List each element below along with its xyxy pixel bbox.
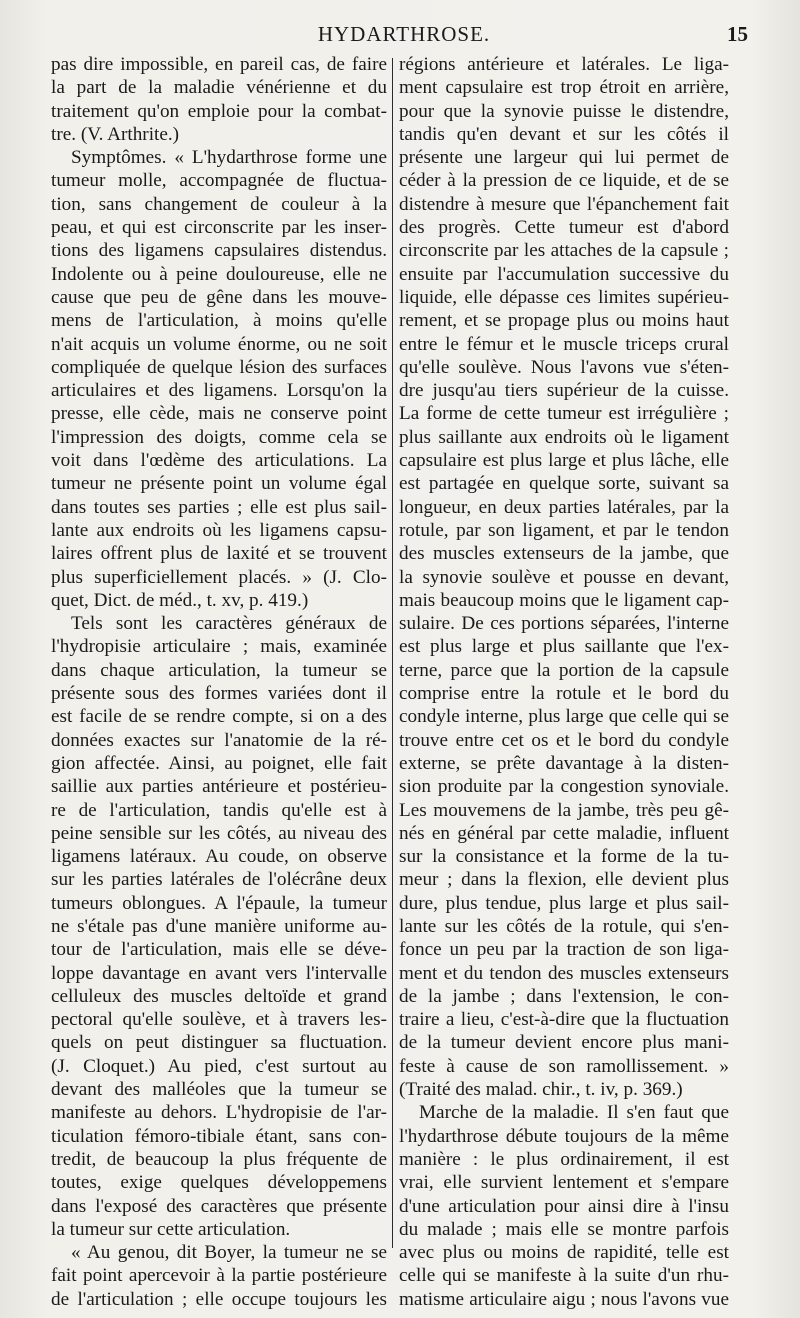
left-column xyxy=(51,53,387,1311)
text-line: quels on peut distinguer sa fluctuation. xyxy=(51,1032,387,1054)
text-line: toutes, exige quelques développemens xyxy=(51,1172,387,1194)
text-line: de l'articulation ; elle occupe toujours les xyxy=(51,1288,387,1310)
text-line: dans l'exposé des caractères que présente xyxy=(51,1195,387,1217)
text-line: l'hydarthrose débute toujours de la même xyxy=(399,1125,729,1147)
text-line: (Traité des malad. chir., t. iv, p. 369.) xyxy=(399,1079,683,1101)
text-line: devant des malléoles que la tumeur se xyxy=(51,1079,387,1101)
text-line: lante aux endroits où les ligamens capsu- xyxy=(51,519,387,541)
right-column xyxy=(399,53,729,1311)
text-line: mais beaucoup moins que le ligament cap- xyxy=(399,589,729,611)
text-line: saillie aux parties antérieure et postérieu- xyxy=(51,776,387,798)
text-line: re de l'articulation, tandis qu'elle est à xyxy=(51,799,387,821)
text-line: sur les parties latérales de l'olécrâne deux xyxy=(51,869,387,891)
text-line: fonce un peu par la traction de son liga- xyxy=(399,939,729,961)
text-line: ment capsulaire est trop étroit en arrière, xyxy=(399,77,729,99)
text-line: nés en général par cette maladie, influent xyxy=(399,822,729,844)
text-line: liquide, elle dépasse ces limites supérieu- xyxy=(399,286,729,308)
text-line: est plus large et plus saillante que l'ex- xyxy=(399,636,729,658)
text-line: pectoral qu'elle soulève, et à travers les- xyxy=(51,1009,387,1031)
text-line: dans toutes ses parties ; elle est plus sail- xyxy=(51,496,387,518)
text-line: est partagée en quelque sorte, suivant sa xyxy=(399,473,729,495)
text-line: tions des ligamens capsulaires distendus. xyxy=(51,240,387,262)
text-line: loppe davantage en avant vers l'intervalle xyxy=(51,962,387,984)
text-line: externe, se prête davantage à la disten- xyxy=(399,752,729,774)
text-line: gion affectée. Ainsi, au poignet, elle fait xyxy=(51,752,387,774)
text-line: sulaire. De ces portions séparées, l'interne xyxy=(399,613,729,635)
text-line: voit dans l'œdème des articulations. La xyxy=(51,450,387,472)
text-line: capsulaire est plus large et plus lâche, elle xyxy=(399,450,729,472)
text-line: rement, et se propage plus ou moins haut xyxy=(399,310,729,332)
text-line: entre le fémur et le muscle triceps crural xyxy=(399,333,729,355)
text-line: pas dire impossible, en pareil cas, de faire xyxy=(51,54,387,75)
text-line: dans chaque articulation, la tumeur se xyxy=(51,659,387,681)
text-line: la synovie soulève et pousse en devant, xyxy=(399,566,729,588)
text-line: quet, Dict. de méd., t. xv, p. 419.) xyxy=(51,589,309,611)
text-line: circonscrite par les attaches de la capsule ; xyxy=(399,240,729,262)
text-line: pour que la synovie puisse le distendre, xyxy=(399,100,729,122)
text-line: trouve entre cet os et le bord du condyle xyxy=(399,729,729,751)
text-line: tion, sans changement de couleur à la xyxy=(51,193,387,215)
text-line: condyle interne, plus large que celle qui se xyxy=(399,706,729,728)
text-line: La forme de cette tumeur est irrégulière ; xyxy=(399,403,729,425)
text-line: de la jambe ; dans l'extension, le con- xyxy=(399,985,729,1007)
text-line: présente une largeur qui lui permet de xyxy=(399,147,729,169)
text-line: distendre à mesure que l'épanchement fait xyxy=(399,193,729,215)
text-line: Marche de la maladie. Il s'en faut que xyxy=(419,1102,729,1124)
page-header xyxy=(48,22,760,52)
text-line: Tels sont les caractères généraux de xyxy=(71,613,387,635)
text-line: plus saillante aux endroits où le ligament xyxy=(399,426,729,448)
text-line: du malade ; mais elle se montre parfois xyxy=(399,1218,729,1240)
text-line: longueur, en deux parties latérales, par la xyxy=(399,496,729,518)
text-line: manière : le plus ordinairement, il est xyxy=(399,1148,729,1170)
text-line: ticulation fémoro-tibiale étant, sans con- xyxy=(51,1125,387,1147)
text-line: peau, et qui est circonscrite par les inser- xyxy=(51,217,387,239)
text-line: laires offrent plus de laxité et se trouvent xyxy=(51,543,387,565)
text-line: manifeste au dehors. L'hydropisie de l'ar- xyxy=(51,1102,387,1124)
text-line: l'hydropisie articulaire ; mais, examinée xyxy=(51,636,387,658)
text-line: celle qui se manifeste à la suite d'un rhu- xyxy=(399,1265,729,1287)
text-line: des muscles extenseurs de la jambe, que xyxy=(399,543,729,565)
text-line: tumeur ne présente point un volume égal xyxy=(51,473,387,495)
text-line: feste à cause de son ramollissement. » xyxy=(399,1055,729,1077)
text-line: ligamens latéraux. Au coude, on observe xyxy=(51,846,387,868)
text-line: présente sous des formes variées dont il xyxy=(51,683,387,705)
text-line: la tumeur sur cette articulation. xyxy=(51,1218,291,1240)
text-line: l'impression des doigts, comme cela se xyxy=(51,426,387,448)
text-line: ne s'étale pas d'une manière uniforme au- xyxy=(51,915,387,937)
text-line: qu'elle soulève. Nous l'avons vue s'éten- xyxy=(399,356,729,378)
text-line: dre jusqu'au tiers supérieur de la cuisse. xyxy=(399,380,729,402)
text-line: tour de l'articulation, mais elle se déve- xyxy=(51,939,387,961)
text-line: presse, elle cède, mais ne conserve point xyxy=(51,403,387,425)
page-number: 15 xyxy=(727,22,748,46)
text-line: Les mouvemens de la jambe, très peu gê- xyxy=(399,799,729,821)
text-line: cause que peu de gêne dans les mouve- xyxy=(51,286,387,308)
text-line: la part de la maladie vénérienne et du xyxy=(51,77,387,99)
text-line: n'ait acquis un volume énorme, ou ne soit xyxy=(51,333,387,355)
text-line: tandis qu'en devant et sur les côtés il xyxy=(399,123,729,145)
text-line: est facile de se rendre compte, si on a des xyxy=(51,706,387,728)
text-line: sur la consistance et la forme de la tu- xyxy=(399,846,729,868)
text-line: peine sensible sur les côtés, au niveau des xyxy=(51,822,387,844)
text-line: régions antérieure et latérales. Le liga- xyxy=(399,54,729,75)
text-line: céder à la pression de ce liquide, et de se xyxy=(399,170,729,192)
text-line: sion produite par la congestion synoviale. xyxy=(399,776,729,798)
text-line: compliquée de quelque lésion des surfaces xyxy=(51,356,387,378)
text-line: traire a lieu, c'est-à-dire que la fluctuation xyxy=(399,1009,729,1031)
text-line: tre. (V. Arthrite.) xyxy=(51,123,180,145)
running-title: HYDARTHROSE. xyxy=(317,22,491,46)
text-line: tumeurs oblongues. A l'épaule, la tumeur xyxy=(51,892,387,914)
text-line: tredit, de beaucoup la plus fréquente de xyxy=(51,1148,387,1170)
text-line: traitement qu'on emploie pour la combat- xyxy=(51,100,387,122)
text-line: tumeur molle, accompagnée de fluctua- xyxy=(51,170,387,192)
text-line: articulaires et des ligamens. Lorsqu'on la xyxy=(51,380,387,402)
text-line: données exactes sur l'anatomie de la ré- xyxy=(51,729,387,751)
text-line: avec plus ou moins de rapidité, telle est xyxy=(399,1242,729,1264)
text-line: comprise entre la rotule et le bord du xyxy=(399,683,729,705)
text-line: celluleux des muscles deltoïde et grand xyxy=(51,985,387,1007)
text-line: ment et du tendon des muscles extenseurs xyxy=(399,962,729,984)
text-line: fait point apercevoir à la partie postérieure xyxy=(51,1265,387,1287)
text-line: plus superficiellement placés. » (J. Clo- xyxy=(51,566,387,588)
text-line: Symptômes. « L'hydarthrose forme une xyxy=(71,147,387,169)
text-line: terne, parce que la portion de la capsule xyxy=(399,659,729,681)
text-line: d'une articulation pour ainsi dire à l'insu xyxy=(399,1195,729,1217)
text-line: de la tumeur devient encore plus mani- xyxy=(399,1032,729,1054)
text-line: lante sur les côtés de la rotule, qui s'en- xyxy=(399,915,729,937)
column-divider xyxy=(392,58,393,1248)
text-line: vrai, elle survient lentement et s'empare xyxy=(399,1172,729,1194)
text-line: rotule, par son ligament, et par le tendon xyxy=(399,519,729,541)
text-line: mens de l'articulation, à moins qu'elle xyxy=(51,310,387,332)
text-line: ensuite par l'accumulation successive du xyxy=(399,263,729,285)
text-line: meur ; dans la flexion, elle devient plus xyxy=(399,869,729,891)
text-line: « Au genou, dit Boyer, la tumeur ne se xyxy=(71,1242,387,1264)
text-line: matisme articulaire aigu ; nous l'avons vue xyxy=(399,1288,729,1310)
text-line: dure, plus tendue, plus large et plus sail- xyxy=(399,892,729,914)
text-line: Indolente ou à peine douloureuse, elle ne xyxy=(51,263,387,285)
text-line: des progrès. Cette tumeur est d'abord xyxy=(399,217,729,239)
text-line: (J. Cloquet.) Au pied, c'est surtout au xyxy=(51,1055,387,1077)
